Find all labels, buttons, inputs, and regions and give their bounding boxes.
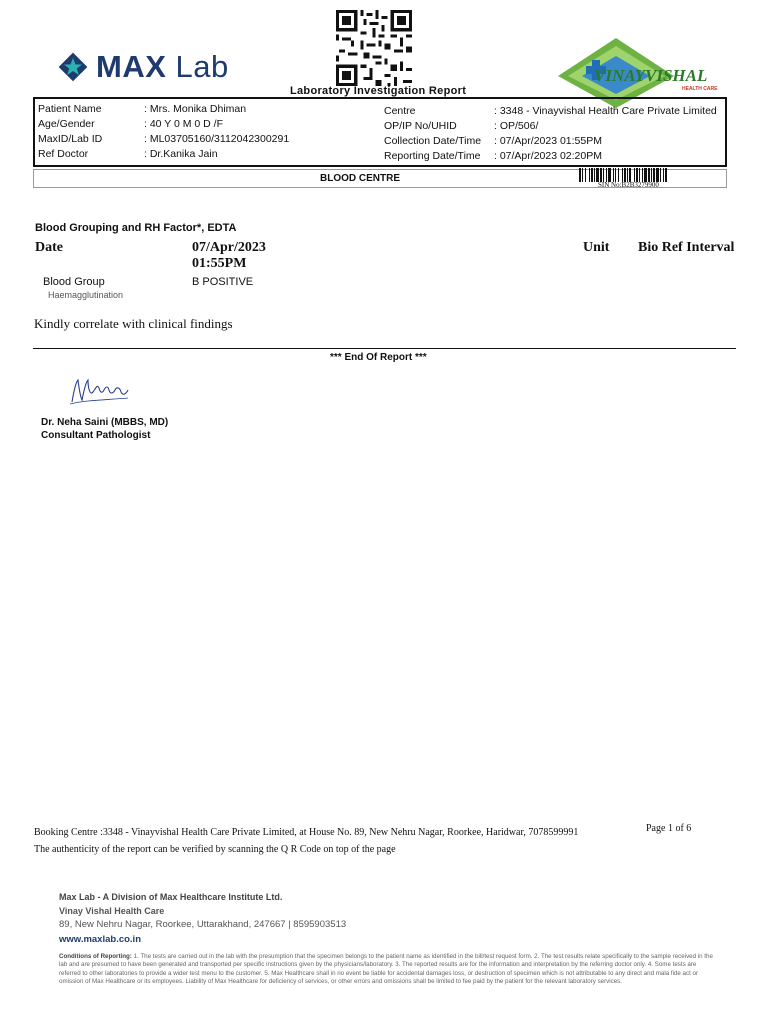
- footer-centre-name: Vinay Vishal Health Care: [59, 906, 165, 916]
- conditions-label: Conditions of Reporting:: [59, 953, 132, 960]
- maxid-label: MaxID/Lab ID: [38, 133, 103, 145]
- date-value-date: 07/Apr/2023: [192, 240, 266, 255]
- max-lab-logo: [58, 50, 229, 84]
- divider: [33, 348, 736, 349]
- date-value: [192, 240, 266, 272]
- test-title: Blood Grouping and RH Factor*, EDTA: [35, 222, 237, 234]
- op-value: : OP/506/: [494, 120, 539, 132]
- collection-value: : 07/Apr/2023 01:55PM: [494, 135, 602, 147]
- booking-centre: Booking Centre :3348 - Vinayvishal Health Care Private Limited, at House No. 89, New Nehru Nagar, Roorkee, Haridwar, 7078599991: [34, 827, 579, 838]
- max-star-icon: [58, 52, 88, 82]
- signatory-name: Dr. Neha Saini (MBBS, MD): [41, 417, 169, 428]
- footer-address: 89, New Nehru Nagar, Roorkee, Uttarakhand, 247667 | 8595903513: [59, 919, 347, 930]
- brand-max: MAX: [96, 49, 167, 84]
- collection-label: Collection Date/Time: [384, 135, 482, 147]
- signatory-title: Consultant Pathologist: [41, 430, 151, 441]
- blood-group-label: Blood Group: [43, 276, 105, 288]
- unit-header: Unit: [583, 240, 610, 255]
- brand-lab: Lab: [175, 49, 229, 84]
- conditions-text: 1. The tests are carried out in the lab with the presumption that the specimen belongs to the patient name as identified in the bill/test request form. 2. The test results relate specifically to the sample received in the lab and are presumed to have been generated and transported per specific instructions given by the physicians/laboratory. 3. The reported results are for the information and interpretation by the referring doctor only. 4. Some tests are referred to other laboratories to provide a wider test menu to the customer. 5. Max Healthcare shall in no event be liable for accidental damages loss, or destruction of specimen which is not attributable to any direct and mala fide act or omission of Max Healthcare or its employees. Liability of Max Healthcare for deficiency of services, or other errors and omissions shall be limited to fee paid by the patient for the relevant laboratory services.: [59, 953, 713, 985]
- age-gender-value: : 40 Y 0 M 0 D /F: [144, 118, 223, 130]
- end-of-report: *** End Of Report ***: [330, 352, 427, 363]
- signature-image: [66, 374, 132, 408]
- date-value-time: 01:55PM: [192, 256, 247, 271]
- centre-value: : 3348 - Vinayvishal Health Care Private Limited: [494, 105, 717, 117]
- conditions-of-reporting: [59, 953, 715, 986]
- blood-group-result: B POSITIVE: [192, 276, 254, 288]
- authenticity-note: The authenticity of the report can be verified by scanning the Q R Code on top of the page: [34, 844, 396, 855]
- op-label: OP/IP No/UHID: [384, 120, 457, 132]
- maxid-value: : ML03705160/3112042300291: [144, 133, 290, 145]
- blood-group-method: Haemagglutination: [48, 290, 124, 300]
- ref-doctor-label: Ref Doctor: [38, 148, 89, 160]
- patient-name-value: : Mrs. Monika Dhiman: [144, 103, 247, 115]
- sample-barcode: [579, 168, 729, 182]
- patient-name-label: Patient Name: [38, 103, 102, 115]
- ref-doctor-value: : Dr.Kanika Jain: [144, 148, 218, 160]
- centre-label: Centre: [384, 105, 416, 117]
- partner-logo-text: VINAYVISHAL: [594, 66, 708, 85]
- patient-details-box: [33, 97, 727, 167]
- sin-number: SIN No:B2B3279900: [598, 181, 659, 189]
- reporting-label: Reporting Date/Time: [384, 150, 481, 162]
- page-number: Page 1 of 6: [646, 823, 692, 834]
- footer-division: Max Lab - A Division of Max Healthcare Institute Ltd.: [59, 892, 283, 902]
- footer-website-link[interactable]: www.maxlab.co.in: [59, 934, 142, 945]
- partner-logo-sub: HEALTH CARE: [682, 86, 718, 92]
- bio-ref-header: Bio Ref Interval: [638, 240, 735, 255]
- qr-code: [334, 10, 414, 86]
- reporting-value: : 07/Apr/2023 02:20PM: [494, 150, 602, 162]
- age-gender-label: Age/Gender: [38, 118, 95, 130]
- report-title: Laboratory Investigation Report: [290, 85, 467, 97]
- date-header: Date: [35, 240, 63, 255]
- department-label: BLOOD CENTRE: [320, 173, 400, 184]
- clinical-note: Kindly correlate with clinical findings: [34, 316, 233, 331]
